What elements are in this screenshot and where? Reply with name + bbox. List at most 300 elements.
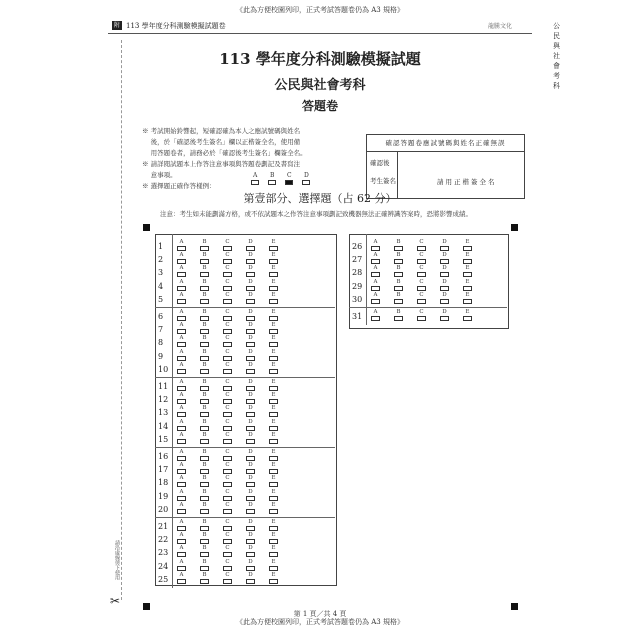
- answer-option-b[interactable]: [200, 292, 209, 304]
- answer-bubble[interactable]: [246, 469, 255, 474]
- answer-bubble[interactable]: [269, 259, 278, 264]
- answer-bubble[interactable]: [200, 399, 209, 404]
- answer-bubble[interactable]: [246, 286, 255, 291]
- answer-option-d[interactable]: [246, 462, 255, 474]
- answer-bubble[interactable]: [200, 272, 209, 277]
- answer-option-b[interactable]: [200, 349, 209, 361]
- answer-bubble[interactable]: [200, 369, 209, 374]
- answer-option-c[interactable]: [223, 292, 232, 304]
- answer-option-a[interactable]: [177, 519, 186, 531]
- answer-bubble[interactable]: [223, 412, 232, 417]
- answer-bubble[interactable]: [177, 482, 186, 487]
- answer-option-e[interactable]: [463, 252, 472, 264]
- answer-bubble[interactable]: [223, 526, 232, 531]
- answer-option-b[interactable]: [200, 489, 209, 501]
- answer-bubble[interactable]: [177, 456, 186, 461]
- signature-field[interactable]: 請用正楷簽全名: [437, 178, 497, 186]
- answer-bubble[interactable]: [246, 259, 255, 264]
- answer-option-d[interactable]: [440, 309, 449, 321]
- answer-bubble[interactable]: [394, 299, 403, 304]
- answer-option-c[interactable]: [417, 252, 426, 264]
- answer-option-b[interactable]: [200, 475, 209, 487]
- answer-bubble[interactable]: [417, 259, 426, 264]
- answer-bubble[interactable]: [269, 552, 278, 557]
- answer-bubble[interactable]: [200, 579, 209, 584]
- answer-bubble[interactable]: [200, 496, 209, 501]
- answer-option-b[interactable]: [200, 462, 209, 474]
- answer-option-e[interactable]: [269, 462, 278, 474]
- answer-bubble[interactable]: [440, 299, 449, 304]
- answer-option-a[interactable]: [177, 239, 186, 251]
- answer-option-e[interactable]: [463, 279, 472, 291]
- answer-bubble[interactable]: [177, 426, 186, 431]
- answer-option-b[interactable]: [200, 379, 209, 391]
- answer-option-e[interactable]: [269, 362, 278, 374]
- answer-option-b[interactable]: [200, 362, 209, 374]
- answer-bubble[interactable]: [246, 526, 255, 531]
- answer-option-c[interactable]: [223, 462, 232, 474]
- answer-option-c[interactable]: [223, 489, 232, 501]
- answer-bubble[interactable]: [177, 299, 186, 304]
- answer-option-e[interactable]: [269, 489, 278, 501]
- answer-bubble[interactable]: [223, 509, 232, 514]
- answer-option-b[interactable]: [394, 252, 403, 264]
- answer-option-b[interactable]: [394, 292, 403, 304]
- answer-bubble[interactable]: [200, 456, 209, 461]
- answer-option-d[interactable]: [246, 449, 255, 461]
- answer-bubble[interactable]: [440, 316, 449, 321]
- answer-option-c[interactable]: [223, 545, 232, 557]
- answer-bubble[interactable]: [417, 299, 426, 304]
- answer-bubble[interactable]: [246, 246, 255, 251]
- answer-option-e[interactable]: [269, 322, 278, 334]
- answer-bubble[interactable]: [200, 342, 209, 347]
- answer-bubble[interactable]: [223, 286, 232, 291]
- answer-bubble[interactable]: [223, 329, 232, 334]
- answer-option-d[interactable]: [246, 392, 255, 404]
- answer-option-d[interactable]: [440, 279, 449, 291]
- answer-bubble[interactable]: [246, 329, 255, 334]
- answer-option-c[interactable]: [223, 239, 232, 251]
- answer-option-d[interactable]: [246, 405, 255, 417]
- answer-option-c[interactable]: [223, 519, 232, 531]
- answer-option-e[interactable]: [269, 309, 278, 321]
- answer-option-a[interactable]: [177, 532, 186, 544]
- answer-bubble[interactable]: [246, 509, 255, 514]
- answer-bubble[interactable]: [440, 246, 449, 251]
- answer-option-b[interactable]: [200, 335, 209, 347]
- answer-bubble[interactable]: [177, 539, 186, 544]
- answer-option-e[interactable]: [269, 292, 278, 304]
- answer-bubble[interactable]: [200, 386, 209, 391]
- answer-option-e[interactable]: [269, 432, 278, 444]
- answer-bubble[interactable]: [200, 566, 209, 571]
- answer-bubble[interactable]: [246, 316, 255, 321]
- answer-option-b[interactable]: [200, 265, 209, 277]
- answer-option-a[interactable]: [177, 362, 186, 374]
- answer-bubble[interactable]: [269, 496, 278, 501]
- answer-bubble[interactable]: [200, 426, 209, 431]
- answer-bubble[interactable]: [394, 286, 403, 291]
- answer-bubble[interactable]: [223, 399, 232, 404]
- answer-option-b[interactable]: [200, 545, 209, 557]
- answer-option-a[interactable]: [177, 322, 186, 334]
- answer-option-c[interactable]: [223, 309, 232, 321]
- answer-option-d[interactable]: [246, 279, 255, 291]
- answer-bubble[interactable]: [223, 426, 232, 431]
- answer-option-a[interactable]: [177, 279, 186, 291]
- answer-bubble[interactable]: [269, 369, 278, 374]
- answer-option-d[interactable]: [246, 489, 255, 501]
- answer-option-d[interactable]: [440, 265, 449, 277]
- answer-bubble[interactable]: [177, 412, 186, 417]
- answer-option-b[interactable]: [200, 519, 209, 531]
- answer-bubble[interactable]: [177, 526, 186, 531]
- answer-option-c[interactable]: [223, 449, 232, 461]
- answer-bubble[interactable]: [394, 316, 403, 321]
- answer-option-c[interactable]: [223, 419, 232, 431]
- answer-bubble[interactable]: [200, 526, 209, 531]
- answer-bubble[interactable]: [223, 299, 232, 304]
- answer-option-e[interactable]: [269, 265, 278, 277]
- answer-bubble[interactable]: [200, 356, 209, 361]
- answer-option-c[interactable]: [417, 292, 426, 304]
- answer-bubble[interactable]: [371, 316, 380, 321]
- answer-option-e[interactable]: [269, 475, 278, 487]
- answer-option-b[interactable]: [200, 309, 209, 321]
- answer-bubble[interactable]: [177, 356, 186, 361]
- answer-option-e[interactable]: [269, 252, 278, 264]
- answer-option-d[interactable]: [246, 502, 255, 514]
- answer-option-a[interactable]: [371, 292, 380, 304]
- answer-bubble[interactable]: [246, 426, 255, 431]
- answer-option-c[interactable]: [223, 559, 232, 571]
- answer-bubble[interactable]: [269, 329, 278, 334]
- answer-bubble[interactable]: [223, 566, 232, 571]
- answer-bubble[interactable]: [200, 246, 209, 251]
- answer-bubble[interactable]: [269, 439, 278, 444]
- answer-bubble[interactable]: [269, 316, 278, 321]
- answer-bubble[interactable]: [223, 246, 232, 251]
- answer-bubble[interactable]: [223, 579, 232, 584]
- answer-bubble[interactable]: [371, 246, 380, 251]
- answer-bubble[interactable]: [177, 566, 186, 571]
- answer-option-e[interactable]: [463, 239, 472, 251]
- answer-option-d[interactable]: [246, 559, 255, 571]
- answer-option-c[interactable]: [223, 335, 232, 347]
- answer-option-a[interactable]: [177, 572, 186, 584]
- answer-option-a[interactable]: [177, 379, 186, 391]
- answer-bubble[interactable]: [223, 369, 232, 374]
- answer-bubble[interactable]: [200, 412, 209, 417]
- answer-option-e[interactable]: [269, 449, 278, 461]
- answer-bubble[interactable]: [269, 579, 278, 584]
- answer-option-e[interactable]: [269, 405, 278, 417]
- answer-bubble[interactable]: [417, 272, 426, 277]
- answer-bubble[interactable]: [246, 496, 255, 501]
- answer-option-b[interactable]: [200, 252, 209, 264]
- answer-bubble[interactable]: [177, 369, 186, 374]
- answer-bubble[interactable]: [440, 272, 449, 277]
- answer-bubble[interactable]: [177, 246, 186, 251]
- answer-bubble[interactable]: [246, 439, 255, 444]
- answer-bubble[interactable]: [417, 286, 426, 291]
- answer-bubble[interactable]: [246, 579, 255, 584]
- answer-bubble[interactable]: [246, 386, 255, 391]
- answer-option-b[interactable]: [200, 392, 209, 404]
- answer-option-a[interactable]: [177, 475, 186, 487]
- answer-option-a[interactable]: [177, 419, 186, 431]
- answer-option-a[interactable]: [371, 279, 380, 291]
- answer-bubble[interactable]: [223, 482, 232, 487]
- answer-bubble[interactable]: [200, 329, 209, 334]
- answer-option-d[interactable]: [246, 265, 255, 277]
- answer-bubble[interactable]: [223, 342, 232, 347]
- answer-bubble[interactable]: [177, 399, 186, 404]
- answer-bubble[interactable]: [246, 399, 255, 404]
- answer-option-a[interactable]: [177, 405, 186, 417]
- answer-bubble[interactable]: [269, 539, 278, 544]
- answer-option-a[interactable]: [177, 545, 186, 557]
- answer-bubble[interactable]: [394, 272, 403, 277]
- answer-option-d[interactable]: [246, 309, 255, 321]
- answer-bubble[interactable]: [269, 526, 278, 531]
- answer-option-c[interactable]: [417, 309, 426, 321]
- answer-bubble[interactable]: [177, 259, 186, 264]
- answer-option-b[interactable]: [394, 279, 403, 291]
- answer-bubble[interactable]: [177, 386, 186, 391]
- answer-option-d[interactable]: [246, 252, 255, 264]
- answer-bubble[interactable]: [200, 259, 209, 264]
- answer-option-b[interactable]: [200, 502, 209, 514]
- answer-option-e[interactable]: [269, 335, 278, 347]
- answer-bubble[interactable]: [246, 552, 255, 557]
- answer-option-c[interactable]: [223, 379, 232, 391]
- answer-option-b[interactable]: [200, 532, 209, 544]
- answer-option-b[interactable]: [200, 432, 209, 444]
- answer-option-b[interactable]: [200, 559, 209, 571]
- answer-bubble[interactable]: [371, 259, 380, 264]
- answer-option-a[interactable]: [177, 489, 186, 501]
- answer-bubble[interactable]: [246, 456, 255, 461]
- answer-bubble[interactable]: [223, 552, 232, 557]
- answer-bubble[interactable]: [200, 469, 209, 474]
- answer-bubble[interactable]: [177, 552, 186, 557]
- answer-option-c[interactable]: [417, 279, 426, 291]
- answer-bubble[interactable]: [200, 316, 209, 321]
- answer-option-c[interactable]: [223, 322, 232, 334]
- answer-bubble[interactable]: [223, 316, 232, 321]
- answer-option-b[interactable]: [200, 405, 209, 417]
- answer-bubble[interactable]: [269, 412, 278, 417]
- answer-option-c[interactable]: [223, 392, 232, 404]
- answer-option-e[interactable]: [269, 419, 278, 431]
- answer-bubble[interactable]: [463, 259, 472, 264]
- answer-bubble[interactable]: [223, 272, 232, 277]
- answer-bubble[interactable]: [269, 299, 278, 304]
- answer-bubble[interactable]: [177, 579, 186, 584]
- answer-option-e[interactable]: [269, 545, 278, 557]
- answer-option-a[interactable]: [177, 335, 186, 347]
- answer-option-a[interactable]: [177, 462, 186, 474]
- answer-bubble[interactable]: [246, 356, 255, 361]
- answer-option-d[interactable]: [440, 239, 449, 251]
- answer-option-d[interactable]: [246, 475, 255, 487]
- answer-option-b[interactable]: [200, 239, 209, 251]
- answer-bubble[interactable]: [177, 469, 186, 474]
- answer-bubble[interactable]: [269, 482, 278, 487]
- answer-bubble[interactable]: [177, 272, 186, 277]
- answer-option-c[interactable]: [223, 252, 232, 264]
- answer-bubble[interactable]: [269, 566, 278, 571]
- answer-bubble[interactable]: [200, 552, 209, 557]
- answer-bubble[interactable]: [200, 482, 209, 487]
- answer-bubble[interactable]: [371, 286, 380, 291]
- answer-bubble[interactable]: [246, 412, 255, 417]
- answer-option-c[interactable]: [417, 265, 426, 277]
- answer-option-d[interactable]: [246, 335, 255, 347]
- answer-bubble[interactable]: [223, 356, 232, 361]
- answer-option-d[interactable]: [246, 362, 255, 374]
- answer-option-e[interactable]: [463, 309, 472, 321]
- answer-bubble[interactable]: [223, 259, 232, 264]
- answer-bubble[interactable]: [177, 329, 186, 334]
- answer-bubble[interactable]: [417, 246, 426, 251]
- answer-option-b[interactable]: [200, 419, 209, 431]
- answer-bubble[interactable]: [177, 342, 186, 347]
- answer-bubble[interactable]: [246, 539, 255, 544]
- answer-option-d[interactable]: [246, 572, 255, 584]
- answer-option-c[interactable]: [223, 279, 232, 291]
- answer-option-a[interactable]: [371, 252, 380, 264]
- answer-bubble[interactable]: [269, 246, 278, 251]
- answer-bubble[interactable]: [269, 426, 278, 431]
- answer-option-d[interactable]: [440, 292, 449, 304]
- answer-option-a[interactable]: [177, 309, 186, 321]
- answer-option-a[interactable]: [177, 502, 186, 514]
- answer-option-a[interactable]: [371, 239, 380, 251]
- answer-option-e[interactable]: [269, 349, 278, 361]
- answer-bubble[interactable]: [223, 539, 232, 544]
- answer-option-e[interactable]: [269, 572, 278, 584]
- answer-bubble[interactable]: [177, 316, 186, 321]
- answer-bubble[interactable]: [269, 286, 278, 291]
- answer-bubble[interactable]: [223, 456, 232, 461]
- answer-bubble[interactable]: [246, 566, 255, 571]
- answer-bubble[interactable]: [177, 439, 186, 444]
- answer-option-b[interactable]: [394, 239, 403, 251]
- answer-bubble[interactable]: [200, 439, 209, 444]
- answer-bubble[interactable]: [269, 399, 278, 404]
- answer-bubble[interactable]: [371, 272, 380, 277]
- answer-bubble[interactable]: [200, 299, 209, 304]
- answer-bubble[interactable]: [269, 342, 278, 347]
- answer-option-d[interactable]: [246, 322, 255, 334]
- answer-option-a[interactable]: [177, 449, 186, 461]
- answer-option-e[interactable]: [463, 292, 472, 304]
- answer-bubble[interactable]: [463, 286, 472, 291]
- answer-option-c[interactable]: [223, 502, 232, 514]
- answer-option-a[interactable]: [371, 309, 380, 321]
- answer-option-b[interactable]: [200, 322, 209, 334]
- answer-option-b[interactable]: [200, 572, 209, 584]
- answer-option-d[interactable]: [440, 252, 449, 264]
- answer-option-a[interactable]: [177, 265, 186, 277]
- answer-option-d[interactable]: [246, 545, 255, 557]
- answer-option-a[interactable]: [177, 292, 186, 304]
- answer-option-a[interactable]: [177, 252, 186, 264]
- answer-bubble[interactable]: [200, 509, 209, 514]
- answer-bubble[interactable]: [246, 299, 255, 304]
- answer-option-a[interactable]: [177, 559, 186, 571]
- answer-option-a[interactable]: [177, 349, 186, 361]
- answer-option-e[interactable]: [269, 559, 278, 571]
- answer-bubble[interactable]: [463, 272, 472, 277]
- answer-option-a[interactable]: [371, 265, 380, 277]
- answer-bubble[interactable]: [269, 456, 278, 461]
- answer-bubble[interactable]: [269, 386, 278, 391]
- answer-bubble[interactable]: [177, 509, 186, 514]
- answer-option-a[interactable]: [177, 432, 186, 444]
- answer-option-d[interactable]: [246, 519, 255, 531]
- answer-bubble[interactable]: [269, 509, 278, 514]
- answer-option-e[interactable]: [269, 392, 278, 404]
- answer-option-d[interactable]: [246, 292, 255, 304]
- answer-bubble[interactable]: [177, 286, 186, 291]
- answer-option-c[interactable]: [223, 349, 232, 361]
- answer-bubble[interactable]: [269, 356, 278, 361]
- answer-option-e[interactable]: [269, 519, 278, 531]
- answer-bubble[interactable]: [269, 469, 278, 474]
- answer-option-c[interactable]: [223, 405, 232, 417]
- answer-bubble[interactable]: [246, 272, 255, 277]
- answer-bubble[interactable]: [463, 316, 472, 321]
- answer-bubble[interactable]: [440, 259, 449, 264]
- answer-bubble[interactable]: [223, 439, 232, 444]
- answer-bubble[interactable]: [246, 342, 255, 347]
- answer-bubble[interactable]: [269, 272, 278, 277]
- answer-bubble[interactable]: [223, 386, 232, 391]
- answer-option-d[interactable]: [246, 532, 255, 544]
- answer-option-e[interactable]: [463, 265, 472, 277]
- answer-option-e[interactable]: [269, 532, 278, 544]
- answer-option-b[interactable]: [200, 279, 209, 291]
- answer-option-c[interactable]: [223, 432, 232, 444]
- answer-option-c[interactable]: [223, 475, 232, 487]
- answer-option-d[interactable]: [246, 239, 255, 251]
- answer-option-b[interactable]: [394, 309, 403, 321]
- answer-bubble[interactable]: [223, 496, 232, 501]
- answer-option-d[interactable]: [246, 432, 255, 444]
- answer-option-c[interactable]: [223, 572, 232, 584]
- answer-bubble[interactable]: [246, 369, 255, 374]
- answer-option-c[interactable]: [417, 239, 426, 251]
- answer-option-c[interactable]: [223, 532, 232, 544]
- answer-option-e[interactable]: [269, 279, 278, 291]
- answer-bubble[interactable]: [223, 469, 232, 474]
- answer-bubble[interactable]: [394, 246, 403, 251]
- answer-option-d[interactable]: [246, 419, 255, 431]
- answer-option-e[interactable]: [269, 502, 278, 514]
- answer-bubble[interactable]: [440, 286, 449, 291]
- answer-option-b[interactable]: [394, 265, 403, 277]
- answer-bubble[interactable]: [200, 286, 209, 291]
- answer-option-c[interactable]: [223, 362, 232, 374]
- answer-option-c[interactable]: [223, 265, 232, 277]
- answer-option-d[interactable]: [246, 379, 255, 391]
- answer-bubble[interactable]: [394, 259, 403, 264]
- answer-option-b[interactable]: [200, 449, 209, 461]
